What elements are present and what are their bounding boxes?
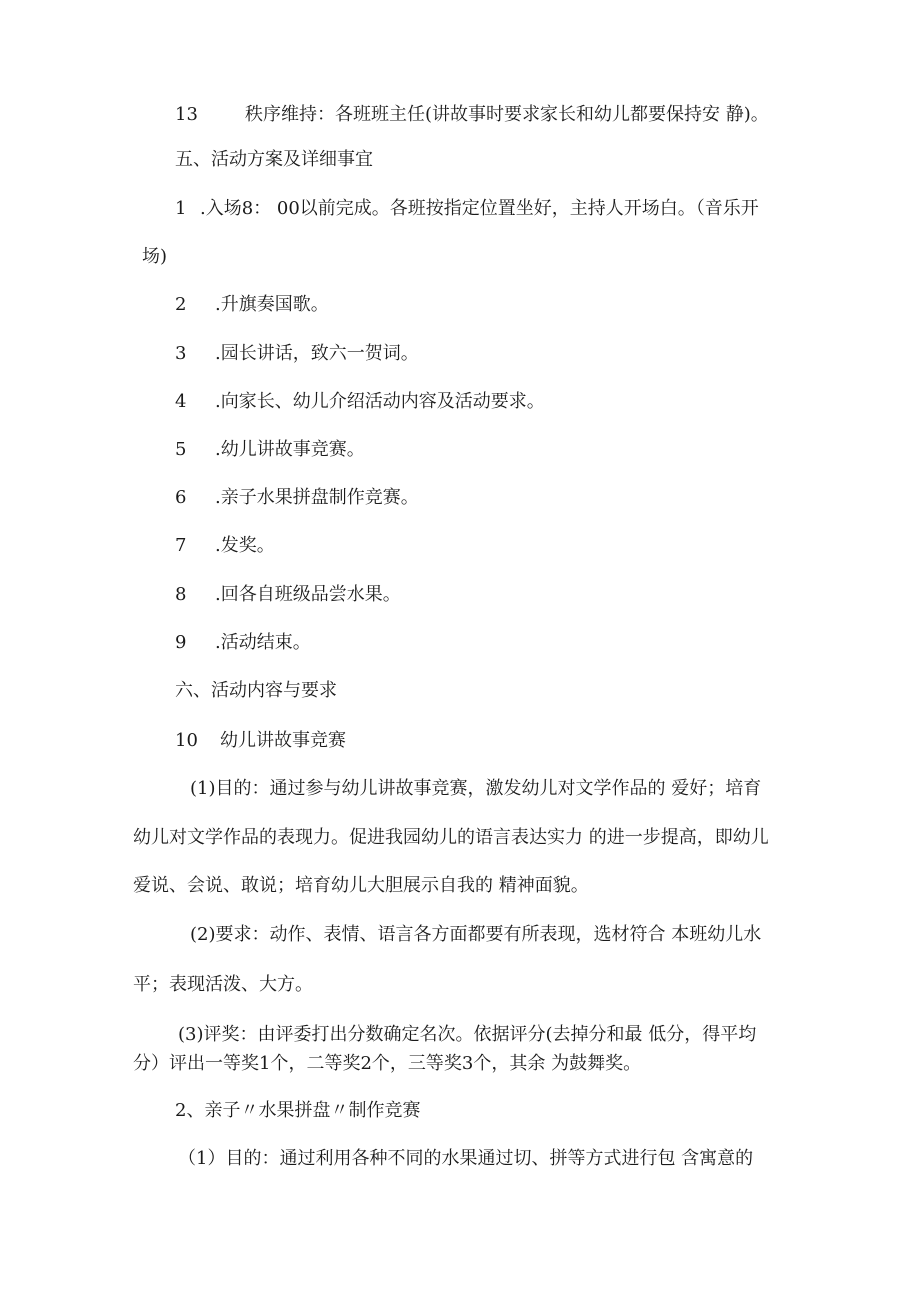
step-text: .向家长、幼儿介绍活动内容及活动要求。: [215, 391, 545, 412]
item-text: 幼儿讲故事竞赛: [220, 730, 346, 751]
step-number: 5: [175, 439, 187, 460]
step-text: .活动结束。: [215, 632, 311, 653]
step-number: 2: [175, 294, 187, 315]
paragraph-line: 爱说、会说、敢说；培育幼儿大胆展示自我的 精神面貌。: [133, 875, 589, 896]
step-number: 6: [175, 487, 187, 508]
step-text-continuation: 场): [142, 246, 168, 267]
sub-heading: 2、亲子〃水果拼盘〃制作竞赛: [175, 1100, 421, 1121]
step-number: 8: [175, 584, 187, 605]
step-number: 4: [175, 391, 187, 412]
section-heading: 六、活动内容与要求: [175, 680, 337, 701]
step-number: 1: [175, 198, 187, 219]
paragraph-line: (3)评奖：由评委打出分数确定名次。依据评分(去掉分和最 低分，得平均: [178, 1024, 757, 1045]
section-heading: 五、活动方案及详细事宜: [175, 149, 373, 170]
step-text: .亲子水果拼盘制作竞赛。: [215, 487, 419, 508]
step-text: .回各自班级品尝水果。: [215, 584, 401, 605]
item-number: 13: [175, 104, 198, 125]
step-number: 3: [175, 343, 187, 364]
step-text: .园长讲话，致六一贺词。: [215, 343, 419, 364]
item-number: 10: [175, 730, 198, 751]
step-text: .入场8： 00以前完成。各班按指定位置坐好，主持人开场白。（音乐开: [200, 198, 759, 219]
step-text: .幼儿讲故事竞赛。: [215, 439, 365, 460]
paragraph-line: 幼儿对文学作品的表现力。促进我园幼儿的语言表达实力 的进一步提高，即幼儿: [133, 827, 769, 848]
paragraph-line: （1）目的：通过利用各种不同的水果通过切、拼等方式进行包 含寓意的: [178, 1148, 754, 1169]
paragraph-line: 平；表现活泼、大方。: [133, 974, 313, 995]
item-text: 秩序维持：各班班主任(讲故事时要求家长和幼儿都要保持安 静)。: [245, 104, 769, 125]
paragraph-line: (1)目的：通过参与幼儿讲故事竞赛，激发幼儿对文学作品的 爱好；培育: [190, 778, 762, 799]
paragraph-line: 分）评出一等奖1个，二等奖2个，三等奖3个，其余 为鼓舞奖。: [133, 1053, 642, 1074]
step-text: .发奖。: [215, 535, 275, 556]
step-number: 7: [175, 535, 187, 556]
step-number: 9: [175, 632, 187, 653]
step-text: .升旗奏国歌。: [215, 294, 329, 315]
paragraph-line: (2)要求：动作、表情、语言各方面都要有所表现，选材符合 本班幼儿水: [190, 924, 762, 945]
